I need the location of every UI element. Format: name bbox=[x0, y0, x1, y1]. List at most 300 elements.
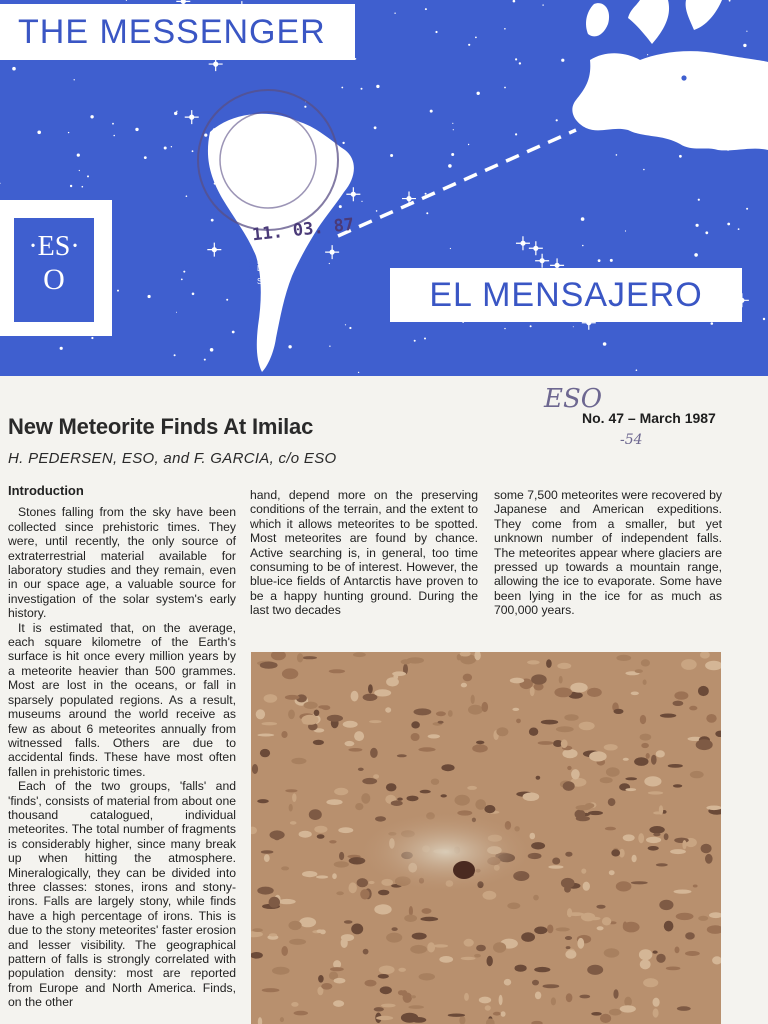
pebble bbox=[257, 887, 273, 895]
meteorite-fragment bbox=[453, 861, 475, 879]
pebble bbox=[374, 1007, 384, 1011]
pebble bbox=[532, 980, 539, 986]
pebble bbox=[501, 1011, 506, 1017]
pebble bbox=[566, 946, 571, 949]
pebble bbox=[381, 1004, 396, 1008]
pebble bbox=[313, 740, 324, 745]
eso-logo bbox=[0, 200, 112, 336]
pebble bbox=[648, 846, 659, 851]
pebble bbox=[516, 719, 521, 724]
santiago-dot bbox=[249, 278, 254, 283]
star bbox=[581, 217, 585, 221]
star bbox=[79, 170, 80, 171]
pebble bbox=[597, 926, 604, 930]
pebble bbox=[420, 917, 438, 921]
pebble bbox=[605, 827, 616, 831]
pebble bbox=[431, 779, 439, 785]
pebble bbox=[392, 671, 406, 676]
star bbox=[112, 123, 114, 125]
pebble bbox=[682, 840, 686, 849]
pebble bbox=[656, 863, 668, 866]
pebble bbox=[567, 908, 572, 917]
pebble bbox=[485, 1005, 491, 1010]
pebble bbox=[358, 768, 364, 771]
pebble bbox=[438, 721, 444, 724]
cover-banner bbox=[0, 0, 768, 376]
pebble bbox=[474, 954, 481, 958]
pebble bbox=[281, 946, 288, 956]
pebble bbox=[613, 989, 618, 998]
pebble bbox=[674, 890, 692, 894]
pebble bbox=[543, 984, 560, 988]
pebble bbox=[317, 834, 325, 839]
pebble bbox=[674, 691, 688, 699]
star bbox=[126, 0, 127, 1]
star bbox=[87, 175, 89, 177]
star bbox=[451, 153, 454, 156]
pebble bbox=[482, 702, 489, 712]
star bbox=[117, 290, 119, 292]
star bbox=[705, 231, 708, 234]
pebble bbox=[289, 921, 302, 930]
pebble bbox=[314, 710, 320, 716]
map-label-la-serena: La Serena bbox=[257, 264, 294, 273]
pebble bbox=[604, 744, 618, 750]
star bbox=[176, 312, 177, 313]
star bbox=[12, 67, 16, 71]
pebble bbox=[531, 674, 547, 684]
pebble bbox=[656, 750, 665, 757]
star bbox=[181, 279, 183, 281]
pebble bbox=[402, 990, 408, 997]
pebble bbox=[318, 975, 324, 983]
pebble bbox=[566, 993, 573, 1002]
star bbox=[625, 230, 626, 231]
pebble bbox=[611, 849, 620, 856]
star bbox=[374, 126, 377, 129]
star bbox=[603, 342, 607, 346]
pebble bbox=[336, 891, 344, 895]
pebble bbox=[398, 968, 406, 972]
pebble bbox=[570, 683, 587, 693]
pebble bbox=[309, 809, 322, 820]
pebble bbox=[666, 967, 681, 971]
pebble bbox=[547, 925, 553, 934]
pebble bbox=[639, 949, 652, 960]
star bbox=[763, 318, 765, 320]
pebble bbox=[289, 804, 293, 812]
pebble bbox=[302, 871, 317, 877]
star bbox=[468, 44, 470, 46]
pebble bbox=[641, 743, 649, 748]
pebble bbox=[591, 1012, 602, 1016]
pebble bbox=[616, 655, 631, 661]
article-column-3 bbox=[494, 488, 722, 618]
pebble bbox=[583, 882, 590, 891]
star bbox=[60, 347, 63, 350]
pebble bbox=[541, 720, 558, 725]
star bbox=[91, 337, 93, 339]
pebble bbox=[562, 749, 577, 758]
star bbox=[738, 228, 740, 230]
pebble bbox=[461, 683, 467, 688]
pebble bbox=[317, 929, 324, 933]
handwritten-eso-note: ESO bbox=[544, 384, 603, 414]
pebble bbox=[436, 711, 446, 716]
star bbox=[727, 223, 730, 226]
star bbox=[82, 186, 84, 188]
pebble bbox=[504, 979, 511, 986]
map-label-munich: Munich bbox=[689, 74, 715, 83]
pebble bbox=[706, 714, 716, 723]
pebble bbox=[291, 758, 306, 764]
pebble bbox=[646, 837, 661, 843]
pebble bbox=[351, 691, 359, 702]
star bbox=[515, 133, 517, 135]
star bbox=[183, 271, 185, 273]
pebble bbox=[260, 749, 270, 757]
star bbox=[37, 131, 41, 135]
pebble bbox=[261, 850, 274, 853]
pebble bbox=[701, 844, 712, 853]
star-sparkle bbox=[529, 241, 543, 255]
star bbox=[504, 328, 505, 329]
pebble bbox=[401, 1013, 418, 1023]
pebble bbox=[674, 838, 689, 843]
article-column-1 bbox=[8, 484, 236, 1010]
pebble bbox=[668, 764, 683, 768]
pebble bbox=[608, 798, 616, 806]
pebble bbox=[304, 702, 318, 709]
pebble bbox=[314, 826, 327, 833]
pebble bbox=[563, 781, 575, 791]
pebble bbox=[581, 869, 586, 874]
eso-logo-line1: ·ES· bbox=[28, 231, 80, 262]
pebble bbox=[329, 669, 345, 673]
star bbox=[452, 123, 453, 124]
star bbox=[616, 154, 618, 156]
paragraph: Stones falling from the sky have been collected since prehistoric times. They were, until recently, the only source of extraterrestrial material available for laboratory studies and they remain, even in our space age, a valuable source for investigation of the solar system's early history. bbox=[8, 505, 236, 621]
star bbox=[746, 208, 748, 210]
pebble bbox=[289, 939, 306, 945]
pebble bbox=[260, 662, 278, 669]
star bbox=[425, 193, 427, 195]
pebble bbox=[334, 788, 348, 795]
star bbox=[450, 248, 451, 249]
article-column-2 bbox=[250, 488, 478, 618]
star bbox=[192, 293, 195, 296]
pebble bbox=[659, 900, 673, 910]
pebble bbox=[493, 942, 506, 953]
pebble bbox=[706, 806, 721, 811]
star bbox=[342, 142, 344, 144]
pebble bbox=[696, 739, 713, 750]
star bbox=[376, 210, 378, 212]
pebble bbox=[404, 915, 417, 922]
star bbox=[77, 154, 80, 157]
pebble bbox=[374, 904, 391, 914]
star-sparkle bbox=[535, 254, 549, 268]
pebble bbox=[362, 778, 377, 784]
eso-logo-line2: O bbox=[43, 263, 65, 296]
pebble bbox=[297, 653, 303, 662]
pebble bbox=[386, 677, 399, 686]
star-sparkle bbox=[346, 187, 360, 201]
pebble bbox=[401, 659, 411, 664]
star bbox=[341, 87, 343, 89]
pebble bbox=[264, 854, 270, 862]
pebble bbox=[529, 728, 538, 736]
pebble bbox=[373, 774, 379, 779]
pebble bbox=[361, 793, 370, 804]
pebble bbox=[512, 708, 519, 711]
pebble bbox=[648, 791, 663, 794]
pebble bbox=[567, 766, 571, 770]
pebble bbox=[685, 932, 695, 939]
pebble bbox=[316, 875, 328, 878]
pebble bbox=[257, 734, 274, 737]
star bbox=[164, 147, 167, 150]
pebble bbox=[272, 967, 290, 975]
pebble bbox=[587, 688, 602, 697]
paragraph: hand, depend more on the preserving conditions of the terrain, and the extent to which it allows meteorites to be spotted. Most meteorites are found by chance. Active searching is, in general, too time consuming to be of interest. However, the blue-ice fields of Antarctis have proven to be a happy hunting ground. During the last two decades bbox=[250, 488, 478, 618]
pebble bbox=[656, 954, 665, 963]
pebble bbox=[369, 720, 381, 723]
star bbox=[135, 128, 138, 131]
pebble bbox=[428, 734, 440, 738]
pebble bbox=[653, 811, 662, 814]
star bbox=[746, 31, 747, 32]
pebble bbox=[433, 944, 448, 947]
pebble bbox=[625, 777, 637, 780]
pebble bbox=[534, 927, 547, 935]
star bbox=[171, 146, 172, 147]
pebble bbox=[467, 786, 477, 790]
star bbox=[425, 8, 427, 10]
pebble bbox=[327, 715, 343, 722]
pebble bbox=[527, 660, 540, 664]
pebble bbox=[521, 932, 535, 942]
pebble bbox=[427, 942, 435, 952]
pebble bbox=[397, 754, 407, 757]
pebble bbox=[670, 849, 686, 854]
pebble bbox=[660, 714, 676, 718]
pebble bbox=[386, 783, 397, 791]
pebble bbox=[487, 956, 493, 966]
pebble bbox=[294, 1011, 308, 1016]
pebble bbox=[411, 995, 416, 998]
star bbox=[329, 263, 330, 264]
star bbox=[643, 169, 645, 171]
star-sparkle bbox=[516, 236, 530, 250]
pebble bbox=[288, 710, 295, 720]
la-silla-dot bbox=[249, 258, 254, 263]
star bbox=[679, 155, 682, 158]
pebble bbox=[302, 656, 317, 659]
pebble bbox=[559, 676, 563, 684]
issue-number: No. 47 – March 1987 bbox=[582, 410, 716, 426]
star bbox=[647, 54, 648, 55]
pebble bbox=[577, 938, 584, 949]
star bbox=[598, 259, 601, 262]
star bbox=[394, 13, 395, 14]
star bbox=[113, 135, 115, 137]
stamp-date: 11. 03. 87 bbox=[251, 214, 356, 246]
pebble bbox=[649, 826, 664, 834]
star bbox=[176, 111, 177, 112]
pebble bbox=[640, 959, 651, 969]
route-line bbox=[338, 130, 576, 236]
pebble bbox=[564, 886, 571, 893]
star bbox=[448, 164, 452, 168]
la-serena-dot bbox=[249, 265, 254, 270]
pebble bbox=[496, 727, 508, 736]
pebble bbox=[638, 833, 644, 843]
pebble bbox=[698, 686, 709, 696]
pebble bbox=[411, 721, 420, 728]
pebble bbox=[292, 793, 296, 802]
pebble bbox=[318, 705, 327, 709]
star bbox=[339, 205, 342, 208]
uk-shape bbox=[586, 3, 609, 36]
pebble bbox=[379, 966, 395, 975]
pebble bbox=[571, 769, 580, 779]
pebble bbox=[353, 652, 366, 657]
pebble bbox=[538, 741, 554, 745]
meteorite-site-photo bbox=[251, 652, 721, 1024]
star bbox=[210, 348, 214, 352]
pebble bbox=[623, 922, 628, 930]
pebble bbox=[634, 757, 648, 766]
star bbox=[504, 87, 506, 89]
star bbox=[204, 134, 207, 137]
pebble bbox=[290, 821, 297, 825]
star bbox=[515, 58, 517, 60]
pebble bbox=[363, 694, 378, 701]
star bbox=[530, 325, 532, 327]
pebble bbox=[564, 714, 578, 721]
star bbox=[68, 132, 69, 133]
pebble bbox=[653, 951, 658, 954]
star bbox=[636, 369, 638, 371]
masthead-title-es: EL MENSAJERO bbox=[390, 268, 742, 322]
pebble bbox=[623, 758, 629, 761]
star bbox=[696, 224, 699, 227]
pebble bbox=[631, 881, 648, 884]
pebble bbox=[535, 992, 541, 1000]
pebble bbox=[575, 810, 586, 819]
pebble bbox=[565, 950, 576, 959]
star bbox=[542, 4, 543, 5]
pebble bbox=[653, 998, 660, 1007]
pebble bbox=[499, 995, 503, 1005]
scandinavia-shape-2 bbox=[686, 0, 722, 30]
pebble bbox=[604, 948, 620, 957]
scandinavia-shape bbox=[628, 0, 669, 44]
star bbox=[698, 199, 700, 201]
pebble bbox=[479, 997, 491, 1004]
pebble bbox=[620, 1005, 636, 1012]
pebble bbox=[378, 974, 389, 979]
pebble bbox=[664, 833, 669, 840]
pebble bbox=[354, 731, 364, 741]
star bbox=[573, 326, 574, 327]
star bbox=[376, 85, 379, 88]
pebble bbox=[625, 788, 636, 791]
pebble bbox=[262, 988, 280, 992]
pebble bbox=[464, 993, 469, 1001]
star bbox=[192, 150, 194, 152]
pebble bbox=[685, 951, 700, 956]
star bbox=[582, 245, 584, 247]
south-america-shape bbox=[208, 114, 354, 372]
pebble bbox=[412, 933, 427, 940]
star bbox=[0, 183, 1, 184]
pebble bbox=[673, 701, 684, 706]
pebble bbox=[690, 771, 704, 778]
star bbox=[90, 115, 93, 118]
pebble bbox=[623, 834, 635, 841]
pebble bbox=[651, 755, 657, 765]
article-authors: H. PEDERSEN, ESO, and F. GARCIA, c/o ESO bbox=[8, 450, 337, 467]
pebble bbox=[556, 927, 570, 931]
pebble bbox=[363, 949, 369, 955]
star bbox=[211, 219, 214, 222]
star bbox=[345, 324, 346, 325]
pebble bbox=[385, 707, 391, 712]
pebble bbox=[643, 978, 658, 987]
star bbox=[519, 62, 521, 64]
pebble bbox=[351, 924, 363, 935]
star bbox=[349, 327, 351, 329]
star-sparkle bbox=[185, 110, 199, 124]
pebble bbox=[523, 792, 540, 801]
pebble bbox=[368, 684, 373, 693]
star bbox=[711, 322, 714, 325]
pebble bbox=[476, 741, 484, 745]
pebble bbox=[641, 659, 650, 666]
star bbox=[329, 346, 330, 347]
star bbox=[435, 31, 437, 33]
pebble bbox=[640, 715, 646, 724]
pebble bbox=[282, 668, 298, 679]
pebble bbox=[285, 695, 300, 700]
pebble bbox=[510, 678, 524, 684]
star-sparkle bbox=[207, 243, 221, 257]
pebble bbox=[576, 805, 591, 810]
pebble bbox=[565, 936, 572, 940]
star bbox=[186, 195, 188, 197]
star bbox=[204, 359, 206, 361]
star bbox=[513, 0, 516, 2]
pebble bbox=[374, 689, 391, 696]
star bbox=[504, 28, 506, 30]
pebble bbox=[698, 916, 708, 921]
pebble bbox=[676, 913, 694, 920]
pebble bbox=[280, 1017, 284, 1022]
pebble bbox=[534, 967, 550, 972]
star bbox=[743, 44, 746, 47]
pebble bbox=[345, 741, 355, 746]
pebble bbox=[640, 734, 652, 741]
pebble bbox=[646, 753, 650, 759]
star bbox=[468, 144, 469, 145]
pebble bbox=[556, 726, 574, 732]
pebble bbox=[334, 978, 346, 984]
pebble bbox=[689, 706, 697, 711]
pebble bbox=[419, 973, 435, 980]
pebble bbox=[536, 776, 541, 780]
